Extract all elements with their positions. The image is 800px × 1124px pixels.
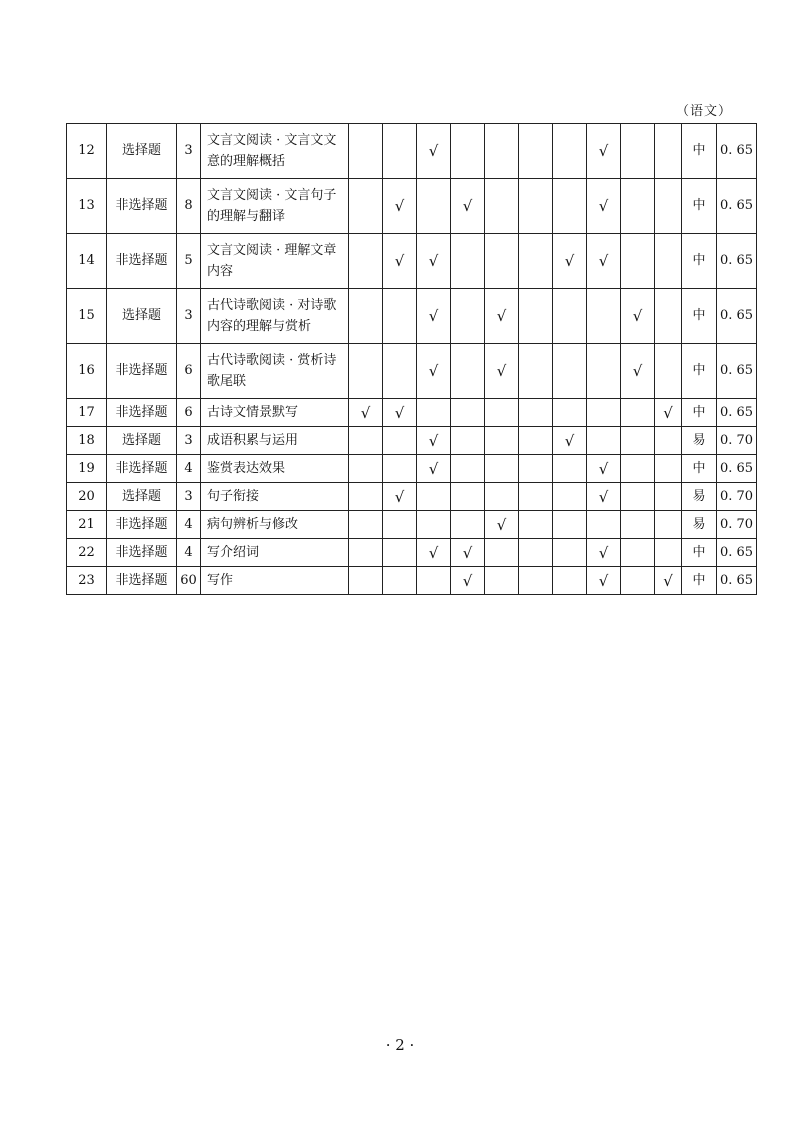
question-type: 非选择题 xyxy=(107,567,177,595)
check-mark-icon: √ xyxy=(496,515,507,534)
question-type: 非选择题 xyxy=(107,179,177,234)
competency-mark-cell xyxy=(621,567,655,595)
competency-mark-cell xyxy=(655,539,682,567)
question-number: 12 xyxy=(67,124,107,179)
difficulty-level: 中 xyxy=(682,455,717,483)
question-score: 5 xyxy=(177,234,201,289)
competency-mark-cell xyxy=(383,399,417,427)
table-row xyxy=(67,289,757,344)
question-type: 非选择题 xyxy=(107,344,177,399)
competency-mark-cell xyxy=(519,399,553,427)
question-type: 选择题 xyxy=(107,483,177,511)
competency-mark-cell xyxy=(349,124,383,179)
competency-mark-cell xyxy=(417,399,451,427)
subject-label: （语文） xyxy=(675,104,732,119)
question-number: 21 xyxy=(67,511,107,539)
check-mark-icon: √ xyxy=(496,307,507,325)
competency-mark-cell xyxy=(349,344,383,399)
difficulty-coefficient: 0. 65 xyxy=(717,179,757,234)
question-type: 非选择题 xyxy=(107,539,177,567)
competency-mark-cell xyxy=(587,179,621,234)
question-type: 非选择题 xyxy=(107,455,177,483)
difficulty-coefficient: 0. 70 xyxy=(717,483,757,511)
competency-mark-cell xyxy=(349,455,383,483)
competency-mark-cell xyxy=(451,289,485,344)
check-mark-icon: √ xyxy=(394,487,405,506)
competency-mark-cell xyxy=(349,483,383,511)
question-content: 古代诗歌阅读 · 赏析诗歌尾联 xyxy=(201,344,349,399)
check-mark-icon: √ xyxy=(394,197,405,215)
competency-mark-cell xyxy=(349,399,383,427)
question-content: 文言文阅读 · 文言文文意的理解概括 xyxy=(201,124,349,179)
table-row xyxy=(67,179,757,234)
competency-mark-cell xyxy=(383,567,417,595)
difficulty-level: 中 xyxy=(682,289,717,344)
competency-mark-cell xyxy=(655,289,682,344)
competency-mark-cell xyxy=(451,539,485,567)
question-type: 非选择题 xyxy=(107,234,177,289)
competency-mark-cell xyxy=(451,427,485,455)
competency-mark-cell xyxy=(519,455,553,483)
competency-mark-cell xyxy=(451,483,485,511)
question-score: 60 xyxy=(177,567,201,595)
competency-mark-cell xyxy=(621,289,655,344)
question-score: 6 xyxy=(177,399,201,427)
competency-mark-cell xyxy=(587,567,621,595)
check-mark-icon: √ xyxy=(598,142,609,160)
check-mark-icon: √ xyxy=(663,403,673,422)
competency-mark-cell xyxy=(383,483,417,511)
competency-mark-cell xyxy=(485,511,519,539)
difficulty-level: 中 xyxy=(682,179,717,234)
competency-mark-cell xyxy=(349,427,383,455)
table-row xyxy=(67,539,757,567)
competency-mark-cell xyxy=(587,289,621,344)
competency-mark-cell xyxy=(451,399,485,427)
competency-mark-cell xyxy=(655,427,682,455)
competency-mark-cell xyxy=(417,483,451,511)
competency-mark-cell xyxy=(553,234,587,289)
competency-mark-cell xyxy=(349,567,383,595)
competency-mark-cell xyxy=(383,234,417,289)
competency-mark-cell xyxy=(383,539,417,567)
competency-mark-cell xyxy=(485,427,519,455)
check-mark-icon: √ xyxy=(428,543,439,562)
competency-mark-cell xyxy=(655,567,682,595)
competency-mark-cell xyxy=(587,399,621,427)
question-score: 3 xyxy=(177,124,201,179)
competency-mark-cell xyxy=(587,344,621,399)
competency-mark-cell xyxy=(587,124,621,179)
competency-mark-cell xyxy=(383,289,417,344)
competency-mark-cell xyxy=(621,124,655,179)
check-mark-icon: √ xyxy=(598,197,609,215)
competency-mark-cell xyxy=(485,344,519,399)
competency-mark-cell xyxy=(417,567,451,595)
check-mark-icon: √ xyxy=(428,307,439,325)
exam-spec-table-body xyxy=(67,124,757,595)
competency-mark-cell xyxy=(621,179,655,234)
table-row xyxy=(67,483,757,511)
competency-mark-cell xyxy=(417,455,451,483)
question-content: 成语积累与运用 xyxy=(201,427,349,455)
competency-mark-cell xyxy=(553,511,587,539)
competency-mark-cell xyxy=(621,511,655,539)
competency-mark-cell xyxy=(553,483,587,511)
question-score: 3 xyxy=(177,427,201,455)
difficulty-level: 易 xyxy=(682,427,717,455)
check-mark-icon: √ xyxy=(598,487,609,506)
question-score: 3 xyxy=(177,483,201,511)
competency-mark-cell xyxy=(553,455,587,483)
table-row xyxy=(67,124,757,179)
competency-mark-cell xyxy=(553,289,587,344)
competency-mark-cell xyxy=(383,455,417,483)
check-mark-icon: √ xyxy=(428,431,439,450)
difficulty-coefficient: 0. 65 xyxy=(717,539,757,567)
difficulty-coefficient: 0. 65 xyxy=(717,234,757,289)
competency-mark-cell xyxy=(451,567,485,595)
competency-mark-cell xyxy=(485,539,519,567)
check-mark-icon: √ xyxy=(428,252,439,270)
competency-mark-cell xyxy=(451,179,485,234)
competency-mark-cell xyxy=(553,567,587,595)
question-content: 古代诗歌阅读 · 对诗歌内容的理解与赏析 xyxy=(201,289,349,344)
check-mark-icon: √ xyxy=(428,459,439,478)
question-type: 非选择题 xyxy=(107,511,177,539)
question-number: 23 xyxy=(67,567,107,595)
question-content: 写介绍词 xyxy=(201,539,349,567)
check-mark-icon: √ xyxy=(462,543,473,562)
question-type: 非选择题 xyxy=(107,399,177,427)
check-mark-icon: √ xyxy=(360,403,371,422)
check-mark-icon: √ xyxy=(394,252,405,270)
competency-mark-cell xyxy=(621,455,655,483)
competency-mark-cell xyxy=(417,289,451,344)
question-score: 6 xyxy=(177,344,201,399)
difficulty-coefficient: 0. 65 xyxy=(717,344,757,399)
competency-mark-cell xyxy=(349,511,383,539)
competency-mark-cell xyxy=(485,234,519,289)
difficulty-level: 中 xyxy=(682,124,717,179)
difficulty-level: 易 xyxy=(682,511,717,539)
competency-mark-cell xyxy=(587,234,621,289)
table-row xyxy=(67,455,757,483)
table-row xyxy=(67,567,757,595)
check-mark-icon: √ xyxy=(462,197,473,215)
check-mark-icon: √ xyxy=(564,252,575,270)
table-row xyxy=(67,344,757,399)
check-mark-icon: √ xyxy=(598,459,609,478)
question-score: 8 xyxy=(177,179,201,234)
difficulty-coefficient: 0. 70 xyxy=(717,427,757,455)
question-number: 17 xyxy=(67,399,107,427)
competency-mark-cell xyxy=(383,511,417,539)
competency-mark-cell xyxy=(417,234,451,289)
competency-mark-cell xyxy=(553,179,587,234)
check-mark-icon: √ xyxy=(394,403,405,422)
competency-mark-cell xyxy=(553,539,587,567)
question-number: 20 xyxy=(67,483,107,511)
question-score: 4 xyxy=(177,455,201,483)
difficulty-level: 中 xyxy=(682,234,717,289)
competency-mark-cell xyxy=(349,289,383,344)
competency-mark-cell xyxy=(519,511,553,539)
competency-mark-cell xyxy=(417,511,451,539)
competency-mark-cell xyxy=(621,483,655,511)
question-number: 15 xyxy=(67,289,107,344)
competency-mark-cell xyxy=(655,483,682,511)
competency-mark-cell xyxy=(519,483,553,511)
difficulty-coefficient: 0. 65 xyxy=(717,455,757,483)
competency-mark-cell xyxy=(655,399,682,427)
competency-mark-cell xyxy=(383,124,417,179)
competency-mark-cell xyxy=(655,511,682,539)
competency-mark-cell xyxy=(519,234,553,289)
check-mark-icon: √ xyxy=(496,362,507,380)
question-content: 病句辨析与修改 xyxy=(201,511,349,539)
competency-mark-cell xyxy=(519,539,553,567)
competency-mark-cell xyxy=(587,511,621,539)
difficulty-level: 中 xyxy=(682,567,717,595)
exam-spec-table xyxy=(66,123,757,595)
competency-mark-cell xyxy=(553,124,587,179)
competency-mark-cell xyxy=(655,344,682,399)
check-mark-icon: √ xyxy=(632,307,643,325)
difficulty-level: 中 xyxy=(682,539,717,567)
check-mark-icon: √ xyxy=(632,362,643,380)
question-content: 文言文阅读 · 文言句子的理解与翻译 xyxy=(201,179,349,234)
competency-mark-cell xyxy=(485,567,519,595)
difficulty-level: 中 xyxy=(682,399,717,427)
competency-mark-cell xyxy=(349,179,383,234)
question-score: 3 xyxy=(177,289,201,344)
competency-mark-cell xyxy=(587,539,621,567)
competency-mark-cell xyxy=(451,344,485,399)
competency-mark-cell xyxy=(383,427,417,455)
competency-mark-cell xyxy=(587,455,621,483)
competency-mark-cell xyxy=(349,539,383,567)
competency-mark-cell xyxy=(451,455,485,483)
competency-mark-cell xyxy=(383,179,417,234)
competency-mark-cell xyxy=(417,539,451,567)
table-row xyxy=(67,399,757,427)
competency-mark-cell xyxy=(519,344,553,399)
competency-mark-cell xyxy=(621,234,655,289)
competency-mark-cell xyxy=(621,539,655,567)
question-content: 文言文阅读 · 理解文章内容 xyxy=(201,234,349,289)
competency-mark-cell xyxy=(485,179,519,234)
question-number: 14 xyxy=(67,234,107,289)
check-mark-icon: √ xyxy=(598,571,609,590)
difficulty-coefficient: 0. 65 xyxy=(717,124,757,179)
competency-mark-cell xyxy=(655,234,682,289)
competency-mark-cell xyxy=(349,234,383,289)
competency-mark-cell xyxy=(655,455,682,483)
competency-mark-cell xyxy=(553,399,587,427)
question-number: 16 xyxy=(67,344,107,399)
check-mark-icon: √ xyxy=(462,571,473,590)
question-number: 22 xyxy=(67,539,107,567)
question-score: 4 xyxy=(177,539,201,567)
check-mark-icon: √ xyxy=(598,252,609,270)
competency-mark-cell xyxy=(451,234,485,289)
competency-mark-cell xyxy=(417,124,451,179)
competency-mark-cell xyxy=(621,399,655,427)
competency-mark-cell xyxy=(553,427,587,455)
competency-mark-cell xyxy=(417,427,451,455)
question-content: 写作 xyxy=(201,567,349,595)
difficulty-coefficient: 0. 70 xyxy=(717,511,757,539)
difficulty-level: 中 xyxy=(682,344,717,399)
difficulty-coefficient: 0. 65 xyxy=(717,399,757,427)
difficulty-coefficient: 0. 65 xyxy=(717,289,757,344)
question-type: 选择题 xyxy=(107,289,177,344)
competency-mark-cell xyxy=(655,179,682,234)
competency-mark-cell xyxy=(519,179,553,234)
difficulty-level: 易 xyxy=(682,483,717,511)
check-mark-icon: √ xyxy=(598,543,609,562)
question-content: 句子衔接 xyxy=(201,483,349,511)
competency-mark-cell xyxy=(519,427,553,455)
competency-mark-cell xyxy=(519,124,553,179)
competency-mark-cell xyxy=(485,289,519,344)
competency-mark-cell xyxy=(587,427,621,455)
question-content: 古诗文情景默写 xyxy=(201,399,349,427)
table-row xyxy=(67,427,757,455)
competency-mark-cell xyxy=(417,179,451,234)
question-number: 19 xyxy=(67,455,107,483)
competency-mark-cell xyxy=(621,344,655,399)
question-score: 4 xyxy=(177,511,201,539)
competency-mark-cell xyxy=(485,124,519,179)
difficulty-coefficient: 0. 65 xyxy=(717,567,757,595)
competency-mark-cell xyxy=(485,483,519,511)
competency-mark-cell xyxy=(655,124,682,179)
competency-mark-cell xyxy=(451,124,485,179)
competency-mark-cell xyxy=(383,344,417,399)
competency-mark-cell xyxy=(519,289,553,344)
competency-mark-cell xyxy=(519,567,553,595)
competency-mark-cell xyxy=(417,344,451,399)
check-mark-icon: √ xyxy=(663,571,673,590)
table-row xyxy=(67,511,757,539)
question-type: 选择题 xyxy=(107,427,177,455)
check-mark-icon: √ xyxy=(428,142,439,160)
competency-mark-cell xyxy=(485,399,519,427)
question-content: 鉴赏表达效果 xyxy=(201,455,349,483)
question-number: 18 xyxy=(67,427,107,455)
question-number: 13 xyxy=(67,179,107,234)
competency-mark-cell xyxy=(587,483,621,511)
competency-mark-cell xyxy=(485,455,519,483)
competency-mark-cell xyxy=(621,427,655,455)
competency-mark-cell xyxy=(553,344,587,399)
page-number: · 2 · xyxy=(385,1036,415,1054)
check-mark-icon: √ xyxy=(564,431,575,450)
competency-mark-cell xyxy=(451,511,485,539)
check-mark-icon: √ xyxy=(428,362,439,380)
table-row xyxy=(67,234,757,289)
question-type: 选择题 xyxy=(107,124,177,179)
